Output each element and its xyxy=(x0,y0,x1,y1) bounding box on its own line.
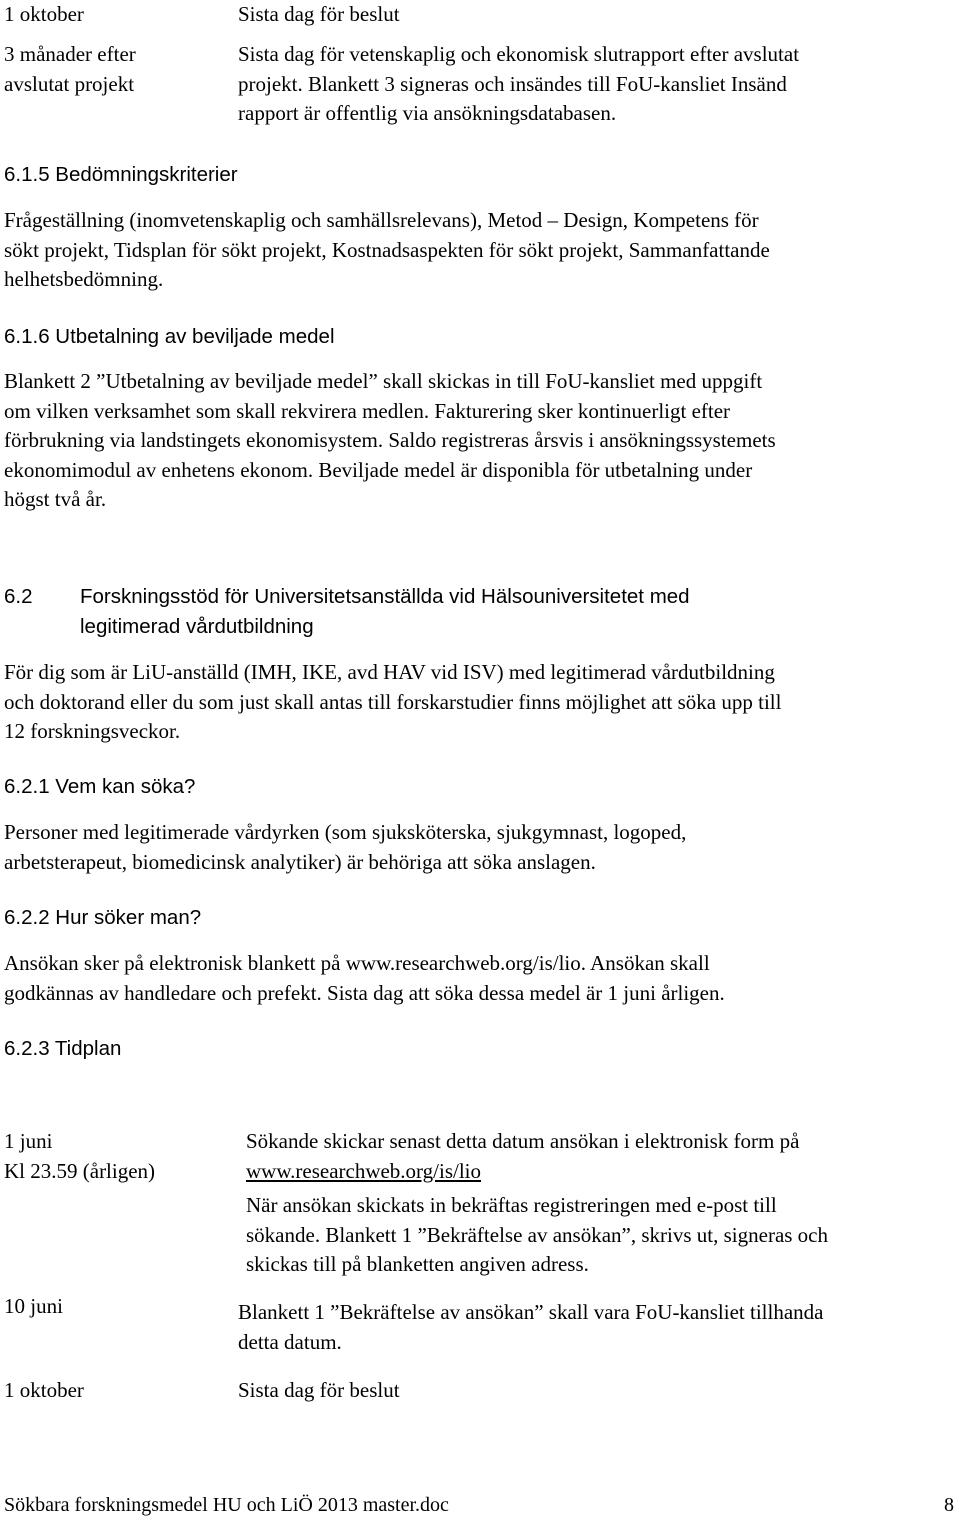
page-footer xyxy=(4,1493,954,1517)
schedule-date-label: 10 juni xyxy=(4,1294,63,1318)
schedule-event-text: Sökande skickar senast detta datum ansökan i elektronisk form på www.researchweb.org/is/lio När ansökan skickats in bekräftas registreringen med e-post till sökande. Blankett 1 ”Bekräftelse av ansökan”, skrivs ut, signeras och skickas till på blanketten angiven adress. xyxy=(246,1129,829,1276)
schedule-event-text: Sista dag för vetenskaplig och ekonomisk slutrapport efter avslutat projekt. Blankett 3 signeras och insändes till FoU-kansliet Insänd rapport är offentlig via ansökningsdatabasen. xyxy=(238,42,800,125)
schedule-date-label: 1 juni Kl 23.59 (årligen) xyxy=(4,1129,156,1183)
section-heading: 6.1.6 Utbetalning av beviljade medel xyxy=(4,325,335,348)
researchweb-link[interactable]: www.researchweb.org/is/lio xyxy=(246,1158,482,1183)
paragraph: Personer med legitimerade vårdyrken (som sjuksköterska, sjukgymnast, logoped, arbetsterapeut, biomedicinsk analytiker) är behöriga att söka anslagen. xyxy=(4,820,687,874)
schedule-date-label: 1 oktober xyxy=(4,1378,84,1402)
paragraph: Blankett 2 ”Utbetalning av beviljade medel” skall skickas in till FoU-kansliet med uppgift om vilken verksamhet som skall rekvirera medlen. Fakturering sker kontinuerligt efter förbrukning via landstingets ekonomisystem. Saldo registreras årsvis i ansökningssystemets ekonomimodul av enhetens ekonom. Beviljade medel är disponibla för utbetalning under högst två år. xyxy=(4,369,776,511)
section-number: 6.2 xyxy=(4,585,33,608)
section-title: Forskningsstöd för Universitetsanställda vid Hälsouniversitetet med legitimerad vårdutbildning xyxy=(80,585,690,638)
page-number: 8 xyxy=(944,1494,954,1516)
schedule-event-text: Sista dag för beslut xyxy=(238,2,400,26)
paragraph: Ansökan sker på elektronisk blankett på www.researchweb.org/is/lio. Ansökan skall godkännas av handledare och prefekt. Sista dag att söka dessa medel är 1 juni årligen. xyxy=(4,951,725,1005)
schedule-event-text: Sista dag för beslut xyxy=(238,1378,400,1402)
schedule-date-label: 1 oktober xyxy=(4,2,84,26)
document-filename: Sökbara forskningsmedel HU och LiÖ 2013 master.doc xyxy=(4,1494,449,1516)
schedule-event-text: Blankett 1 ”Bekräftelse av ansökan” skall vara FoU-kansliet tillhanda detta datum. xyxy=(238,1300,824,1354)
schedule-date-label: 3 månader efter avslutat projekt xyxy=(4,42,136,96)
section-heading: 6.1.5 Bedömningskriterier xyxy=(4,163,238,186)
section-heading: 6.2.3 Tidplan xyxy=(4,1037,122,1060)
paragraph: För dig som är LiU-anställd (IMH, IKE, avd HAV vid ISV) med legitimerad vårdutbildning och doktorand eller du som just skall antas till forskarstudier finns möjlighet att söka upp till 12 forskningsveckor. xyxy=(4,660,782,743)
section-heading: 6.2.1 Vem kan söka? xyxy=(4,775,196,798)
paragraph: Frågeställning (inomvetenskaplig och samhällsrelevans), Metod – Design, Kompetens för sökt projekt, Tidsplan för sökt projekt, Kostnadsaspekten för sökt projekt, Sammanfattande helhetsbedömning. xyxy=(4,208,770,291)
section-heading: 6.2.2 Hur söker man? xyxy=(4,906,202,929)
